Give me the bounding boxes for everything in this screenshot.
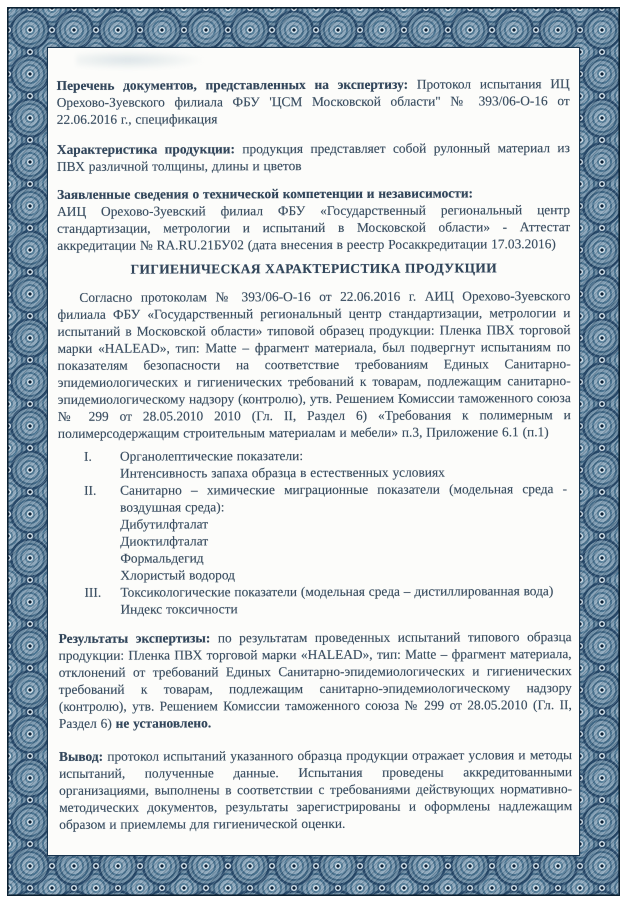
- expertise-results-bold-end: не установлено.: [115, 715, 212, 731]
- ink-bleed-smudge: [76, 50, 206, 70]
- conclusion-paragraph: [59, 746, 572, 833]
- list-item-text: Органолептические показатели:: [119, 448, 304, 464]
- list-item-numeral: [84, 465, 120, 482]
- list-item-text: Индекс токсичности: [120, 601, 238, 617]
- according-to-protocols-paragraph: Согласно протоколам № 393/06-О-16 от 22.06.2016 г. АИЦ Орехово-Зуевского филиала ФБУ «Государственный региональный центр стандартизации, метрологии и испытаний в Московской области» типовой образец продукции: Пленка ПВХ торговой марки «HALEAD», тип: Matte – фрагмент материала, был подвергнут испытаниям по показателям безопасности на соответствие требованиям Единых Санитарно-эпидемиологических и гигиенических требований к товарам, подлежащим санитарно-эпидемиологическому надзору (контролю), утв. Решением Комиссии таможенного союза № 299 от 28.05.2010 2010 (Гл. II, Раздел 6) «Требования к полимерным и полимерсодержащим строительным материалам и мебели» п.3, Приложение 6.1 (п.1): [57, 288, 571, 441]
- list-item: [58, 599, 571, 618]
- documents-list-text: Протокол испытания ИЦ Орехово-Зуевского филиала ФБУ 'ЦСМ Московской области" № 393/06-О-16 от 22.06.2016 г., спецификация: [56, 76, 570, 127]
- list-item-text: Хлористый водород: [120, 567, 236, 583]
- indicators-roman-list: [58, 446, 572, 618]
- list-item-numeral: [84, 567, 120, 584]
- list-item: [58, 565, 571, 584]
- product-characteristic-paragraph: [57, 139, 570, 175]
- list-item: [58, 531, 571, 550]
- expertise-results-paragraph: [59, 628, 572, 732]
- list-item-numeral: III.: [84, 584, 102, 600]
- documents-list-label: Перечень документов, представленных на экспертизу:: [56, 76, 409, 93]
- competence-claim-label: Заявленные сведения о технической компетенции и независимости:: [57, 185, 474, 202]
- list-item: [58, 582, 571, 601]
- document-body-panel: [47, 47, 580, 856]
- document-text: [57, 75, 573, 856]
- list-item: [58, 463, 571, 482]
- product-characteristic-label: Характеристика продукции:: [56, 141, 235, 157]
- list-item-numeral: [84, 601, 120, 618]
- list-item: [58, 514, 571, 533]
- conclusion-label: Вывод:: [58, 748, 104, 764]
- list-item-numeral: II.: [84, 482, 97, 498]
- list-item-text: Формальдегид: [120, 550, 204, 566]
- list-item-text: Интенсивность запаха образца в естественных условиях: [119, 464, 445, 481]
- documents-list-paragraph: [57, 75, 570, 128]
- hygienic-characteristic-heading: ГИГИЕНИЧЕСКАЯ ХАРАКТЕРИСТИКА ПРОДУКЦИИ: [130, 260, 498, 277]
- expertise-results-label: Результаты экспертизы:: [58, 630, 211, 646]
- list-item: [58, 548, 571, 567]
- list-item-numeral: [84, 550, 120, 567]
- list-item-text: Диоктилфталат: [120, 533, 209, 549]
- list-item-text: Дибутилфталат: [120, 516, 209, 532]
- list-item-numeral: I.: [83, 448, 92, 464]
- product-characteristic-text: продукция представляет собой рулонный материал из ПВХ различной толщины, длины и цветов: [56, 140, 570, 174]
- list-item-text: Санитарно – химические миграционные показатели (модельная среда - воздушная среда):: [120, 481, 568, 515]
- list-item-text: Токсикологические показатели (модельная среда – дистиллированная вода): [120, 583, 554, 600]
- list-item: [58, 480, 571, 516]
- list-item-numeral: [84, 516, 120, 533]
- expertise-results-text: по результатам проведенных испытаний типового образца продукции: Пленка ПВХ торговой марки «HALEAD», тип: Matte – фрагмент материала, отклонений от требований Единых Санитарно-эпидемиологических и гигиенических требований к товарам, подлежащим санитарно-эпидемиологическому надзору (контролю), утв. Решением Комиссии таможенного союза № 299 от 28.05.2010 (Гл. II, Раздел 6): [58, 629, 572, 731]
- list-item-numeral: [84, 533, 120, 550]
- list-item: [58, 446, 571, 465]
- competence-claim-paragraph: [57, 184, 570, 254]
- conclusion-text: протокол испытаний указанного образца продукции отражает условия и методы испытаний, полученные данные. Испытания проведены аккредитованными организациями, выполнены в соответствии с требованиями действующих нормативно-методических документов, результаты зарегистрированы и оформлены надлежащим образом и приемлемы для гигиенической оценки.: [59, 747, 573, 832]
- competence-claim-text: АИЦ Орехово-Зуевский филиал ФБУ «Государственный региональный центр стандартизации, метрологии и испытаний в Московской области» - Аттестат аккредитации № RA.RU.21БУ02 (дата внесения в реестр Росаккредитации 17.03.2016): [57, 202, 571, 253]
